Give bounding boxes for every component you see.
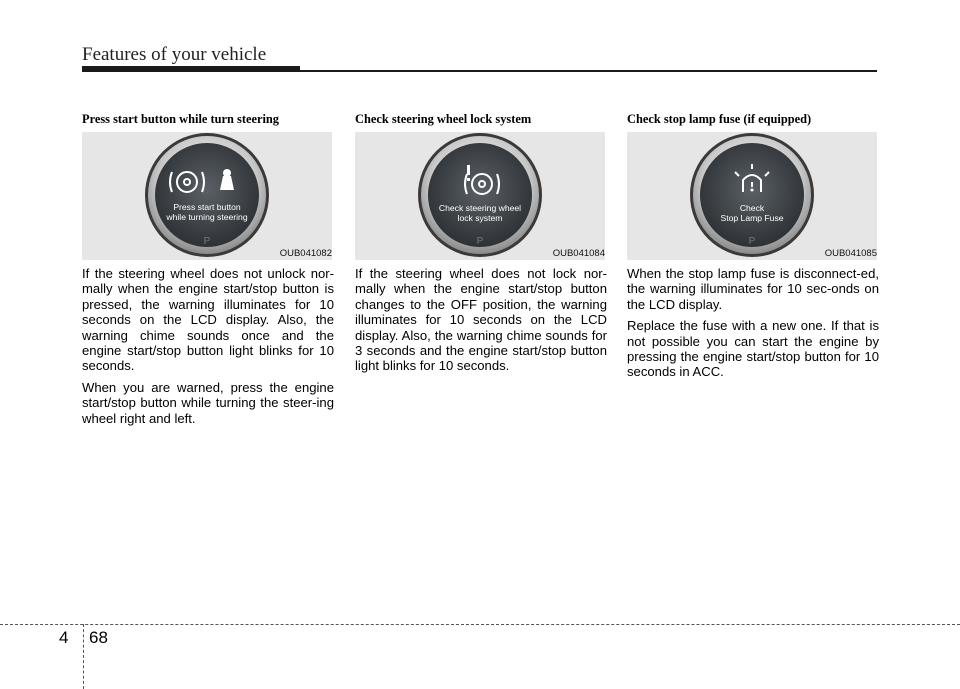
gauge-message — [82, 202, 332, 222]
gauge-line: Check — [739, 203, 765, 213]
svg-text:P: P — [476, 236, 484, 247]
gauge-line: while turning steering — [166, 212, 248, 222]
figure-code: OUB041085 — [824, 248, 877, 259]
section-steering-lock — [355, 112, 607, 374]
header-rule-thick — [82, 66, 300, 72]
gauge-line: Press start button — [173, 202, 241, 212]
warning-figure — [355, 132, 605, 260]
header-title: Features of your vehicle — [82, 44, 267, 65]
header-rule-thin — [300, 70, 877, 72]
svg-text:P: P — [748, 236, 756, 247]
gauge-line: Check steering wheel — [438, 203, 522, 213]
warning-exclamation-icon — [467, 165, 470, 181]
footer-divider — [83, 624, 84, 689]
warning-figure — [82, 132, 332, 260]
figure-code: OUB041084 — [552, 248, 605, 259]
chapter-number: 4 — [59, 628, 69, 647]
gauge-line: Stop Lamp Fuse — [720, 213, 784, 223]
section-press-start — [82, 112, 334, 426]
body-paragraph: When the stop lamp fuse is disconnect-ed, the warning illuminates for 10 sec-onds on the LCD display. — [627, 266, 879, 312]
footer-rule — [0, 624, 960, 625]
section-heading: Press start button while turn steering — [82, 112, 279, 126]
body-paragraph: When you are warned, press the engine start/stop button while turning the steer-ing wheel right and left. — [82, 379, 334, 426]
gauge-illustration — [627, 132, 877, 260]
svg-text:P: P — [203, 236, 211, 247]
gauge-illustration — [82, 132, 332, 260]
page-number: 68 — [89, 628, 108, 647]
body-paragraph: Replace the fuse with a new one. If that is not possible you can start the engine by pressing the engine start/stop button for 10 seconds in ACC. — [627, 318, 879, 380]
body-paragraph: If the steering wheel does not unlock nor-mally when the engine start/stop button is pressed, the warning illuminates for 10 seconds on the LCD display. Also, the warning chime sounds once and the engine start/stop button light blinks for 10 seconds. — [82, 266, 334, 374]
body-paragraph: If the steering wheel does not lock nor-mally when the engine start/stop button changes to the OFF position, the warning illuminates for 10 seconds on the LCD display. Also, the warning chime sounds for 3 seconds and the engine start/stop button light blinks for 10 seconds. — [355, 266, 607, 374]
section-heading: Check stop lamp fuse (if equipped) — [627, 112, 812, 126]
section-heading: Check steering wheel lock system — [355, 112, 532, 126]
gauge-line: lock system — [457, 213, 503, 223]
warning-figure — [627, 132, 877, 260]
gauge-message — [355, 203, 605, 223]
section-stop-lamp-fuse — [627, 112, 879, 380]
gauge-illustration — [355, 132, 605, 260]
figure-code: OUB041082 — [279, 248, 332, 259]
gauge-message — [627, 203, 877, 223]
